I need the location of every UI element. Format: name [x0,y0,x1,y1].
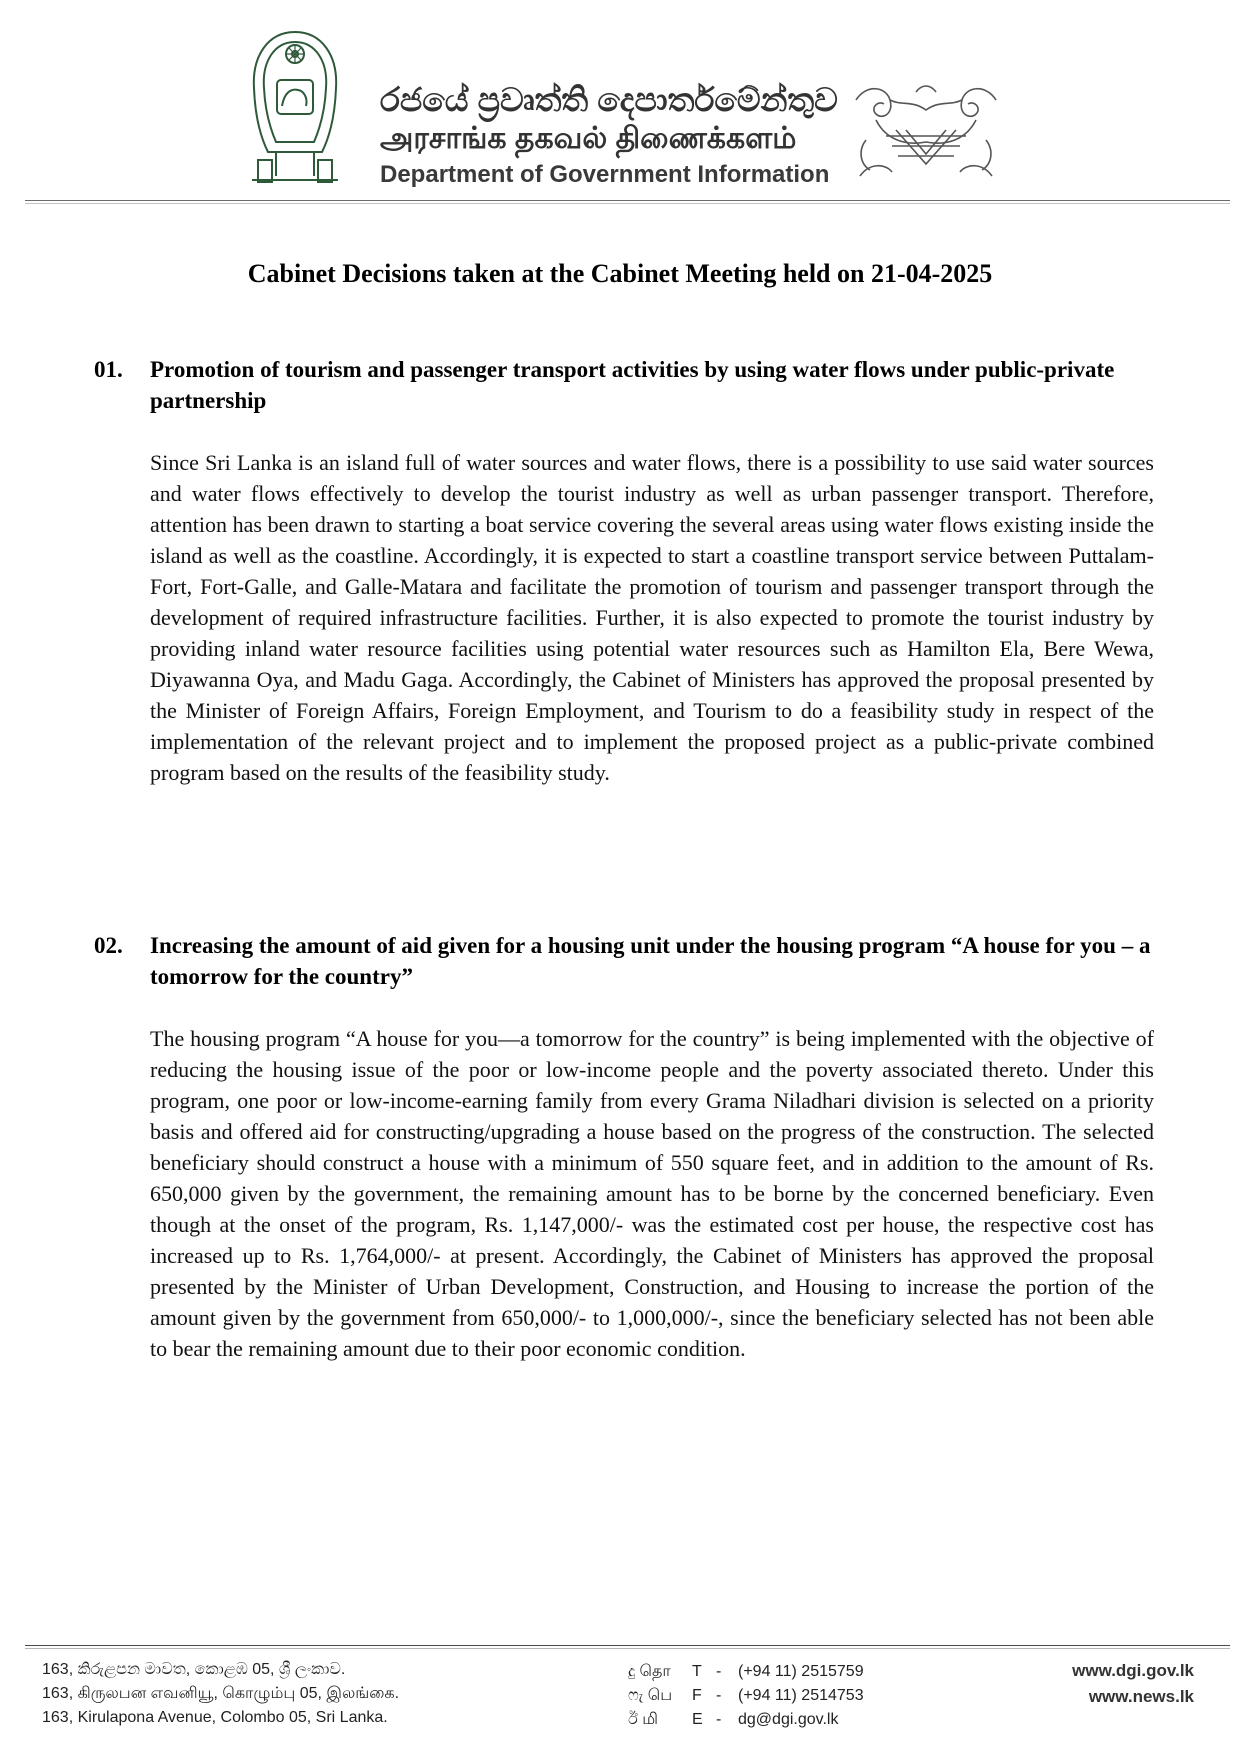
decision-heading: Promotion of tourism and passenger transport activities by using water flows under public-private partnership [150,357,1115,413]
header-divider-secondary [25,203,1230,204]
footer-contact [628,1660,864,1732]
address-english: 163, Kirulapona Avenue, Colombo 05, Sri Lanka. [42,1709,388,1726]
department-name-block [380,80,838,192]
decision-heading: Increasing the amount of aid given for a housing unit under the housing program “A house for you – a tomorrow for the country” [150,933,1151,989]
footer-websites [1072,1658,1194,1710]
swan-ornament-icon [846,80,1006,188]
decision-item [94,354,1154,788]
email-label-glyphs: ඊ மி [628,1711,659,1728]
fax-key: F [692,1687,702,1704]
website-link-dgi[interactable]: www.dgi.gov.lk [1072,1661,1194,1680]
fax-separator: - [716,1687,722,1704]
contact-phone [628,1660,864,1684]
address-tamil: 163, கிருலபன எவனியூ, கொழும்பு 05, இலங்கை. [42,1685,400,1702]
decision-number: 02. [94,933,123,958]
address-sinhala: 163, කිරුළපන මාවත, කොළඹ 05, ශ්‍රී ලංකාව. [42,1661,346,1678]
contact-fax [628,1684,864,1708]
header-divider [25,200,1230,201]
contact-email [628,1708,864,1732]
phone-separator: - [716,1663,722,1680]
footer-address [42,1658,399,1730]
phone-key: T [692,1663,702,1680]
footer-divider-secondary [25,1648,1230,1649]
department-name-english: Department of Government Information [380,161,830,188]
department-name-sinhala: රජයේ ප්‍රවෘත්ති දෙපාර්තමේන්තුව [380,81,838,118]
national-emblem-icon [246,28,344,184]
fax-label-glyphs: ෆැ பெ [628,1687,673,1704]
phone-label-glyphs: දු தொ [628,1663,671,1680]
email-key: E [692,1711,703,1728]
website-link-news[interactable]: www.news.lk [1088,1687,1194,1706]
decision-body: The housing program “A house for you—a tomorrow for the country” is being implemented with the objective of reducing the housing issue of the poor or low-income people and the poverty associated thereto. Under this program, one poor or low-income-earning family from every Grama Niladhari division is selected on a priority basis and offered aid for constructing/upgrading a house based on the progress of the construction. The selected beneficiary should construct a house with a minimum of 550 square feet, and in addition to the amount of Rs. 650,000 given by the government, the remaining amount has to be borne by the concerned beneficiary. Even though at the onset of the program, Rs. 1,147,000/- was the estimated cost per house, the respective cost has increased up to Rs. 1,764,000/- at present. Accordingly, the Cabinet of Ministers has approved the proposal presented by the Minister of Urban Development, Construction, and Housing to increase the portion of the amount given by the government from 650,000/- to 1,000,000/-, since the beneficiary selected has not been able to bear the remaining amount due to their poor economic condition. [150,1026,1154,1361]
decision-item [94,930,1154,1364]
footer-divider [25,1645,1230,1646]
document-title: Cabinet Decisions taken at the Cabinet Meeting held on 21-04-2025 [247,259,993,288]
email-address: dg@dgi.gov.lk [738,1711,839,1728]
decision-body: Since Sri Lanka is an island full of water sources and water flows, there is a possibility to use said water sources and water flows effectively to develop the tourist industry as well as urban passenger transport. Therefore, attention has been drawn to starting a boat service covering the several areas using water flows existing inside the island as well as the coastline. Accordingly, it is expected to start a coastline transport service between Puttalam-Fort, Fort-Galle, and Galle-Matara and facilitate the promotion of tourism and passenger transport through the development of required infrastructure facilities. Further, it is also expected to promote the tourist industry by providing inland water resource facilities using potential water resources such as Hamilton Ela, Bere Wewa, Diyawanna Oya, and Madu Gaga. Accordingly, the Cabinet of Ministers has approved the proposal presented by the Minister of Foreign Affairs, Foreign Employment, and Tourism to do a feasibility study in respect of the implementation of the relevant project and to implement the proposed project as a public-private combined program based on the results of the feasibility study. [150,450,1154,785]
fax-number: (+94 11) 2514753 [738,1687,864,1704]
department-name-tamil: அரசாங்க தகவல் திணைக்களம் [380,122,797,155]
decision-number: 01. [94,357,123,382]
email-separator: - [716,1711,722,1728]
phone-number: (+94 11) 2515759 [738,1663,864,1680]
